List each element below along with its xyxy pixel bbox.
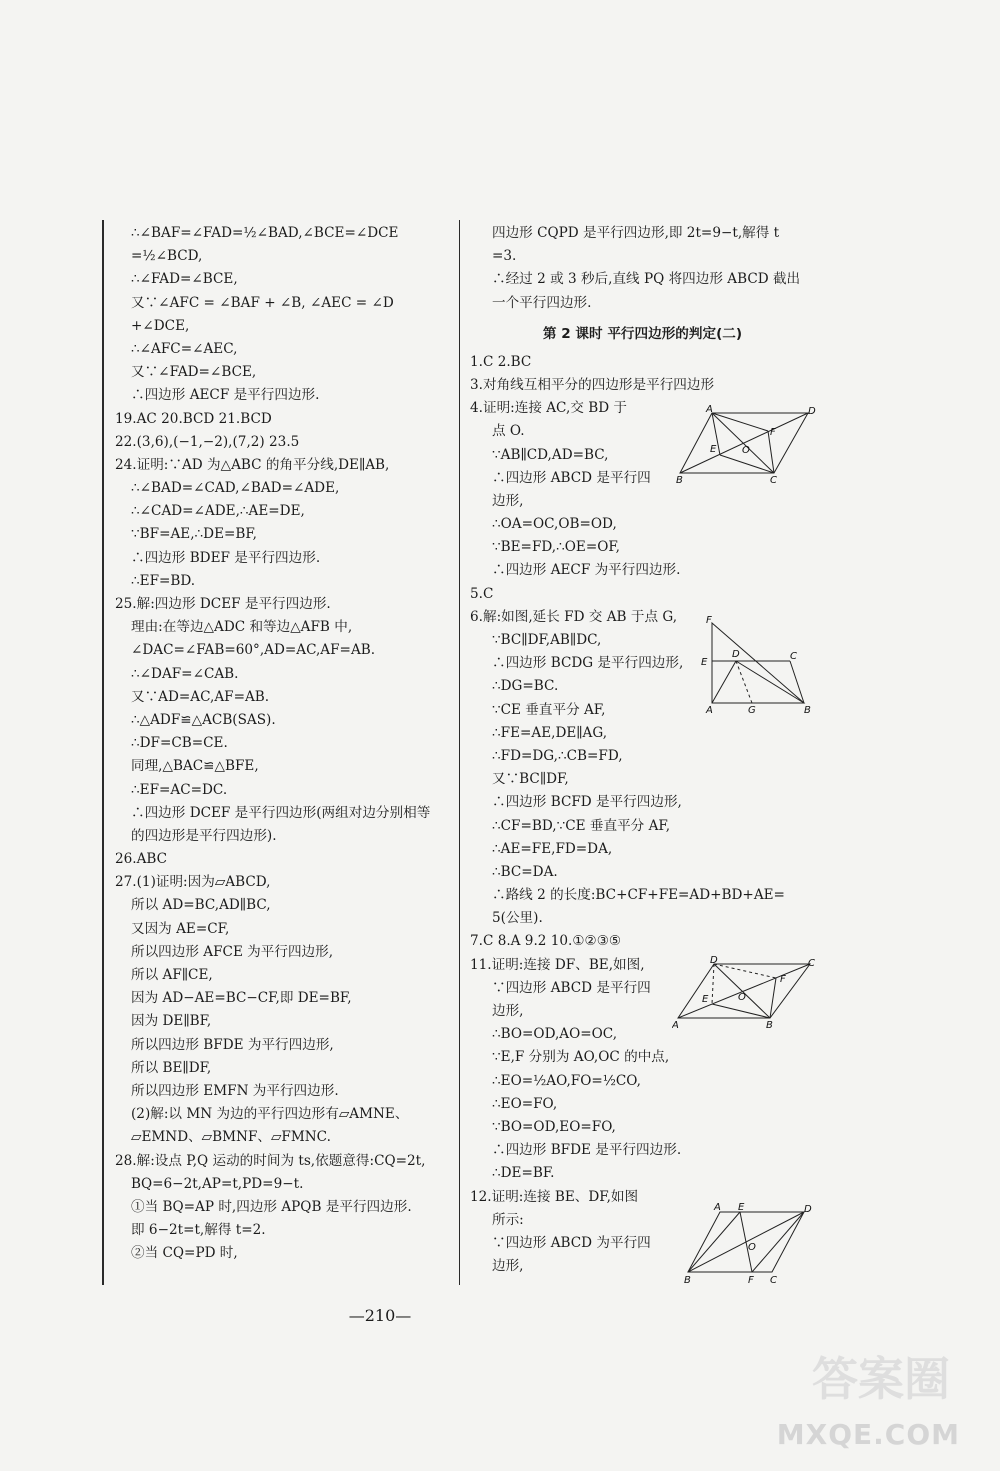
text-line: 所以 AD=BC,AD∥BC,: [131, 897, 271, 914]
fig-label: B: [804, 705, 811, 715]
text-line: 边形,: [492, 492, 524, 509]
text-line: ②当 CQ=PD 时,: [131, 1245, 238, 1262]
answer-line: 19.AC 20.BCD 21.BCD: [115, 410, 272, 427]
text-line: 所示:: [492, 1211, 524, 1228]
text-line: ∴四边形 AECF 是平行四边形.: [131, 387, 320, 404]
fig-label: D: [804, 1204, 812, 1215]
text-line: ∴四边形 AECF 为平行四边形.: [492, 562, 681, 579]
text-line: +∠DCE,: [131, 317, 190, 334]
text-line: ∴BC=DA.: [492, 863, 558, 880]
answer-line: 24.证明:∵AD 为△ABC 的角平分线,DE∥AB,: [115, 456, 390, 473]
answer-line: 11.证明:连接 DF、BE,如图,: [470, 956, 645, 973]
answer-line: 6.解:如图,延长 FD 交 AB 于点 G,: [470, 608, 678, 625]
figure-problem-4: [676, 405, 816, 489]
left-column: [115, 222, 457, 1265]
section-title: 第 2 课时 平行四边形的判定(二): [542, 325, 743, 342]
text-line: ∴DG=BC.: [492, 678, 559, 695]
fig-label: E: [702, 994, 709, 1005]
text-line: 又∵∠AFC = ∠BAF + ∠B, ∠AEC = ∠D: [131, 294, 394, 311]
text-line: ∴EO=½AO,FO=½CO,: [492, 1072, 641, 1089]
fig-label: E: [701, 657, 708, 668]
text-line: ∴EO=FO,: [492, 1095, 558, 1112]
text-line: BQ=6−2t,AP=t,PD=9−t.: [131, 1175, 304, 1192]
text-line: ∴∠AFC=∠AEC,: [131, 340, 238, 357]
answer-line: 22.(3,6),(−1,−2),(7,2) 23.5: [115, 433, 300, 450]
figure-problem-12: [680, 1202, 820, 1290]
fig-label: O: [738, 992, 746, 1003]
answer-line: 28.解:设点 P,Q 运动的时间为 ts,依题意得:CQ=2t,: [115, 1152, 426, 1169]
fig-label: D: [808, 406, 816, 417]
text-line: ∴四边形 BDEF 是平行四边形.: [131, 549, 321, 566]
text-line: =½∠BCD,: [131, 248, 203, 265]
text-line: ∴四边形 BCDG 是平行四边形,: [492, 655, 684, 672]
answer-line: 3.对角线互相平分的四边形是平行四边形: [470, 376, 715, 393]
fig-label: F: [748, 1275, 754, 1286]
figure-problem-6: [700, 615, 820, 719]
fig-label: O: [748, 1242, 756, 1253]
fig-label: F: [780, 974, 786, 985]
text-line: ∴CF=BD,∵CE 垂直平分 AF,: [492, 817, 671, 834]
text-line: ∴四边形 BFDE 是平行四边形.: [492, 1142, 682, 1159]
watermark-url: MXQE.COM: [776, 1418, 960, 1451]
text-line: 因为 DE∥BF,: [131, 1013, 212, 1030]
answer-line: 12.证明:连接 BE、DF,如图: [470, 1188, 639, 1205]
text-line: 5(公里).: [492, 910, 543, 927]
text-line: ∴四边形 ABCD 是平行四: [492, 469, 651, 486]
text-line: ∴∠FAD=∠BCE,: [131, 271, 238, 288]
text-line: ∠DAC=∠FAB=60°,AD=AC,AF=AB.: [131, 642, 376, 659]
fig-label: D: [732, 649, 740, 660]
text-line: ∴∠BAD=∠CAD,∠BAD=∠ADE,: [131, 480, 340, 497]
text-line: ∵E,F 分别为 AO,OC 的中点,: [492, 1049, 670, 1066]
text-line: 又∵∠FAD=∠BCE,: [131, 364, 257, 381]
fig-label: C: [770, 1275, 777, 1286]
text-line: 又∵AD=AC,AF=AB.: [131, 688, 270, 705]
text-line: (2)解:以 MN 为边的平行四边形有▱AMNE、: [131, 1106, 409, 1123]
text-line: ∴FD=DG,∴CB=FD,: [492, 747, 623, 764]
fig-label: C: [808, 958, 815, 969]
text-line: ∴经过 2 或 3 秒后,直线 PQ 将四边形 ABCD 截出: [492, 271, 801, 288]
right-column: [470, 222, 815, 1278]
fig-label: A: [672, 1020, 679, 1031]
fig-label: B: [684, 1275, 691, 1286]
fig-label: A: [706, 405, 713, 415]
text-line: 同理,△BAC≌△BFE,: [131, 758, 259, 775]
text-line: ∵BF=AE,∴DE=BF,: [131, 526, 258, 543]
text-line: ∵BE=FD,∴OE=OF,: [492, 539, 621, 556]
text-line: 所以四边形 AFCE 为平行四边形,: [131, 943, 334, 960]
text-line: ∴路线 2 的长度:BC+CF+FE=AD+BD+AE=: [492, 887, 785, 904]
answer-line: 26.ABC: [115, 851, 168, 868]
text-line: ∵四边形 ABCD 为平行四: [492, 1234, 651, 1251]
text-line: ∴DF=CB=CE.: [131, 735, 228, 752]
answer-line: 25.解:四边形 DCEF 是平行四边形.: [115, 596, 331, 612]
left-margin-rule: [102, 220, 104, 1285]
fig-label: C: [770, 475, 777, 485]
answer-line: 1.C 2.BC: [470, 353, 532, 370]
text-line: ∴BO=OD,AO=OC,: [492, 1026, 618, 1043]
text-line: 边形,: [492, 1003, 524, 1019]
answer-line: 4.证明:连接 AC,交 BD 于: [470, 400, 628, 417]
text-line: ∵BO=OD,EO=FO,: [492, 1118, 616, 1135]
text-line: ∴∠CAD=∠ADE,∴AE=DE,: [131, 503, 305, 520]
fig-label: D: [710, 956, 718, 966]
text-line: ∴EF=BD.: [131, 572, 196, 589]
text-line: ∵BC∥DF,AB∥DC,: [492, 632, 602, 648]
text-line: ∴∠DAF=∠CAB.: [131, 665, 239, 682]
text-line: ∴△ADF≌△ACB(SAS).: [131, 711, 276, 728]
text-line: ∵AB∥CD,AD=BC,: [492, 446, 609, 463]
fig-label: C: [790, 651, 797, 662]
text-line: ∴EF=AC=DC.: [131, 781, 228, 798]
text-line: 一个平行四边形.: [492, 294, 592, 311]
text-line: 因为 AD−AE=BC−CF,即 DE=BF,: [131, 990, 352, 1007]
column-divider: [459, 220, 460, 1285]
text-line: ∴∠BAF=∠FAD=½∠BAD,∠BCE=∠DCE: [131, 225, 399, 241]
fig-label: A: [706, 705, 713, 715]
text-line: 所以 BE∥DF,: [131, 1059, 212, 1076]
fig-label: E: [710, 444, 717, 455]
fig-label: A: [714, 1202, 721, 1213]
answer-line: 7.C 8.A 9.2 10.①②③⑤: [470, 933, 622, 950]
text-line: ∴OA=OC,OB=OD,: [492, 516, 617, 533]
fig-label: O: [742, 445, 750, 456]
text-line: ▱EMND、▱BMNF、▱FMNC.: [131, 1129, 331, 1146]
text-line: ∵CE 垂直平分 AF,: [492, 701, 606, 718]
text-line: 所以四边形 BFDE 为平行四边形,: [131, 1036, 334, 1053]
text-line: 理由:在等边△ADC 和等边△AFB 中,: [131, 619, 353, 636]
fig-label: G: [748, 705, 756, 715]
text-line: ∴FE=AE,DE∥AG,: [492, 724, 608, 741]
text-line: ∴DE=BF.: [492, 1165, 555, 1182]
text-line: ①当 BQ=AP 时,四边形 APQB 是平行四边形.: [131, 1198, 412, 1215]
text-line: 四边形 CQPD 是平行四边形,即 2t=9−t,解得 t: [492, 225, 780, 241]
answer-line: 27.(1)证明:因为▱ABCD,: [115, 874, 271, 891]
text-line: 边形,: [492, 1258, 524, 1275]
page-number: —210—: [348, 1306, 412, 1325]
fig-label: F: [706, 615, 712, 626]
text-line: 点 O.: [492, 423, 525, 440]
fig-label: B: [766, 1020, 773, 1031]
text-line: ∴四边形 DCEF 是平行四边形(两组对边分别相等: [131, 804, 431, 821]
text-line: 即 6−2t=t,解得 t=2.: [131, 1222, 266, 1239]
text-line: 的四边形是平行四边形).: [131, 827, 277, 844]
text-line: 又∵BC∥DF,: [492, 771, 569, 788]
figure-problem-11: [672, 956, 822, 1036]
text-line: ∴AE=FE,FD=DA,: [492, 840, 613, 857]
fig-label: F: [770, 427, 776, 438]
text-line: ∵四边形 ABCD 是平行四: [492, 979, 651, 996]
answer-line: 5.C: [470, 585, 494, 602]
text-line: 又因为 AE=CF,: [131, 920, 230, 937]
watermark-logo: 答案圈: [812, 1352, 950, 1406]
text-line: ∴四边形 BCFD 是平行四边形,: [492, 794, 682, 811]
text-line: 所以 AF∥CE,: [131, 967, 213, 983]
text-line: 所以四边形 EMFN 为平行四边形.: [131, 1082, 339, 1099]
fig-label: E: [738, 1202, 745, 1213]
text-line: =3.: [492, 248, 517, 265]
fig-label: B: [676, 475, 683, 485]
